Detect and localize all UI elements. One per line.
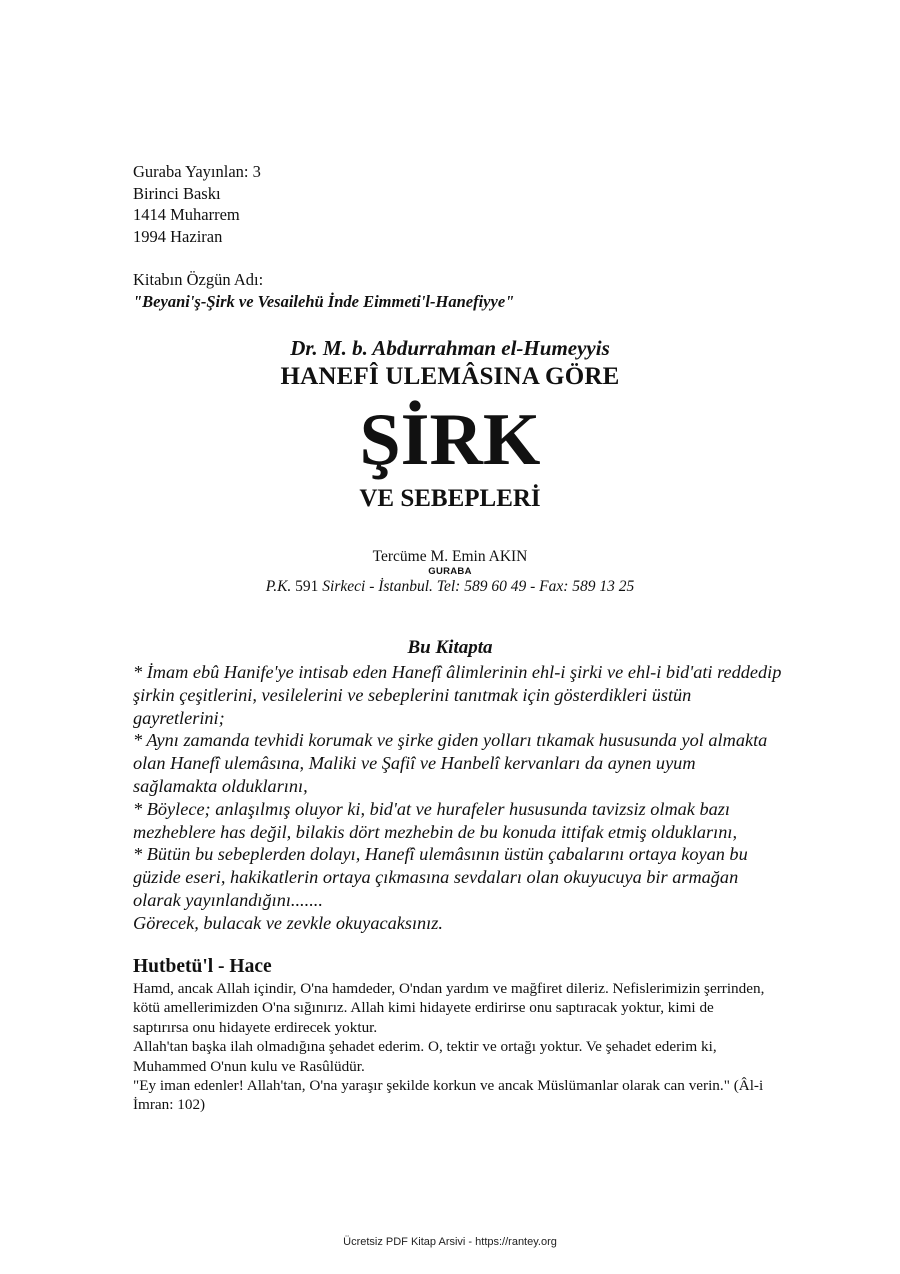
book-title-tail: VE SEBEPLERİ (359, 485, 541, 512)
book-main-title: ŞİRK (359, 399, 541, 481)
original-title-block (133, 269, 514, 313)
hijri-date-line: 1414 Muharrem (133, 205, 240, 224)
list-item: * Böylece; anlaşılmış oluyor ki, bid'at ve hurafeler hususunda tavizsiz olmak bazı mezheblere has değil, bilakis dört mezhebin de bu konuda ittifak etmiş olduklarını, (133, 798, 738, 842)
po-box-number: 591 (295, 578, 319, 595)
hutbe-heading: Hutbetü'l - Hace (133, 956, 272, 977)
edition-line: Birinci Baskı (133, 183, 221, 203)
in-this-book-list (133, 661, 783, 935)
page-footer: Ücretsiz PDF Kitap Arsivi - https://rantey.org (343, 1236, 557, 1248)
address-details: Sirkeci - İstanbul. Tel: 589 60 49 - Fax: 589 13 25 (322, 578, 635, 595)
list-item: * İmam ebû Hanife'ye intisab eden Hanefî âlimlerinin ehl-i şirki ve ehl-i bid'ati reddedip şirkin çeşitlerini, vesilelerini ve sebeplerini tanıtmak için gösterdikleri üstün gayretlerini; (133, 662, 782, 728)
original-title: "Beyani'ş-Şirk ve Vesailehü İnde Eimmeti'l-Hanefiyye" (133, 292, 515, 311)
book-subtitle: HANEFÎ ULEMÂSINA GÖRE (280, 363, 620, 390)
publisher-address (0, 578, 900, 596)
po-box-label: P.K. (265, 578, 292, 595)
in-this-book-heading: Bu Kitapta (407, 637, 493, 658)
hutbe-paragraph: Allah'tan başka ilah olmadığına şehadet ederim. O, tektir ve ortağı yoktur. Ve şehadet ederim ki, Muhammed O'nun kulu ve Rasûlüdür. (133, 1038, 717, 1075)
hutbe-paragraph: Hamd, ancak Allah içindir, O'na hamdeder, O'ndan yardım ve mağfiret dileriz. Nefislerimizin şerrinden, kötü amellerimizden O'na sığınırız. Allah kimi hidayete erdirirse onu saptıracak yoktur, kimi de saptırırsa onu hidayete erdirecek yoktur. (133, 980, 765, 1036)
translator-credit: Tercüme M. Emin AKIN (372, 548, 528, 565)
list-item: * Aynı zamanda tevhidi korumak ve şirke giden yolları tıkamak hususunda yol almakta olan Hanefî ulemâsına, Maliki ve Şafiî ve Hanbelî kervanları da aynen uyum sağlamakta olduklarını, (133, 730, 768, 796)
publication-info (133, 161, 261, 247)
closing-line: Görecek, bulacak ve zevkle okuyacaksınız. (133, 912, 443, 933)
publisher-name: GURABA (428, 566, 472, 577)
series-line: Guraba Yayınlan: 3 (133, 162, 261, 181)
gregorian-date-line: 1994 Haziran (133, 226, 223, 246)
hutbe-text (133, 979, 773, 1115)
hutbe-paragraph: "Ey iman edenler! Allah'tan, O'na yaraşır şekilde korkun ve ancak Müslümanlar olarak can verin." (Âl-i İmran: 102) (133, 1077, 764, 1114)
author-name: Dr. M. b. Abdurrahman el-Humeyyis (290, 336, 610, 360)
list-item: * Bütün bu sebeplerden dolayı, Hanefî ulemâsının üstün çabalarını ortaya koyan bu güzide eseri, hakikatlerin ortaya çıkmasına sevdaları olan okuyucuya bir armağan olarak yayınlandığını....... (133, 844, 748, 910)
original-title-label: Kitabın Özgün Adı: (133, 270, 264, 289)
